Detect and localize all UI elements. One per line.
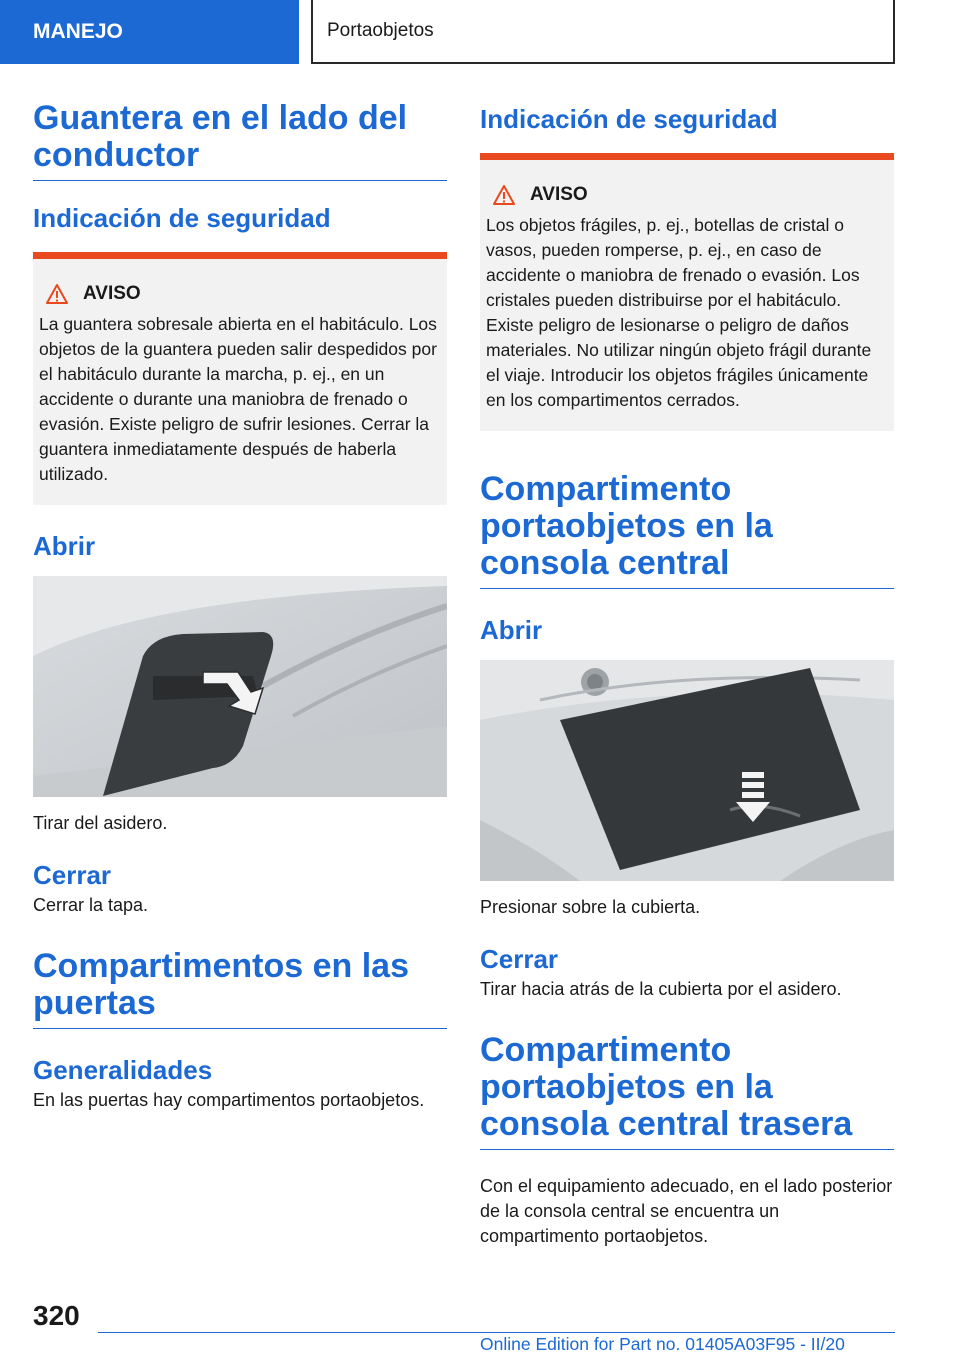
footer-divider — [98, 1332, 895, 1333]
caption-open-left: Tirar del asidero. — [33, 813, 168, 833]
warning-title-left — [39, 281, 441, 306]
warning-label-left: AVISO — [83, 283, 141, 304]
text-general: En las puertas hay compartimentos portaobjetos. — [33, 1090, 425, 1110]
left-column — [33, 100, 447, 1113]
heading-glovebox: Guantera en el lado del conductor — [33, 100, 447, 181]
glovebox-image — [33, 576, 447, 797]
warning-triangle-icon — [45, 283, 69, 305]
header-section-label: MANEJO — [33, 20, 123, 43]
right-column — [480, 100, 894, 1249]
warning-title-right — [486, 182, 888, 207]
heading-general: Generalidades — [33, 1055, 213, 1085]
warning-triangle-icon — [492, 184, 516, 206]
warning-box-right — [480, 153, 894, 431]
heading-close-left: Cerrar — [33, 860, 112, 890]
warning-label-right: AVISO — [530, 184, 588, 205]
header-section-tab — [0, 0, 299, 64]
heading-close-right: Cerrar — [480, 944, 559, 974]
heading-open-right: Abrir — [480, 615, 543, 645]
warning-box-left — [33, 252, 447, 505]
text-rear-console: Con el equipamiento adecuado, en el lado posterior de la consola central se encuentra un compartimento portaobjetos. — [480, 1176, 893, 1246]
heading-safety-left: Indicación de seguridad — [33, 203, 331, 233]
heading-doors: Compartimentos en las puertas — [33, 948, 447, 1029]
heading-open-left: Abrir — [33, 531, 96, 561]
text-close-right: Tirar hacia atrás de la cubierta por el asidero. — [480, 979, 842, 999]
text-close-left: Cerrar la tapa. — [33, 895, 149, 915]
header-topic-label: Portaobjetos — [327, 20, 434, 41]
heading-console: Compartimento portaobjetos en la consola central — [480, 471, 894, 589]
console-image — [480, 660, 894, 881]
warning-text-left: La guantera sobresale abierta en el habitáculo. Los objetos de la guantera pueden salir despedidos por el habitáculo durante la marcha, p. ej., en un accidente o durante una maniobra de frenado o evasión. Existe peligro de sufrir lesiones. Cerrar la guantera inmediatamente después de haberla utilizado. — [39, 314, 437, 484]
page-number: 320 — [33, 1300, 80, 1331]
footer-edition: Online Edition for Part no. 01405A03F95 - II/20 — [480, 1334, 845, 1354]
heading-rear-console: Compartimento portaobjetos en la consola central trasera — [480, 1032, 894, 1150]
heading-safety-right: Indicación de seguridad — [480, 104, 778, 134]
header-topic-tab — [311, 0, 895, 64]
warning-text-right: Los objetos frágiles, p. ej., botellas de cristal o vasos, pueden romperse, p. ej., en caso de accidente o maniobra de frenado o evasión. Los cristales pueden distribuirse por el habitáculo. Existe peligro de lesionarse o peligro de daños materiales. No utilizar ningún objeto frágil durante el viaje. Introducir los objetos frágiles únicamente en los compartimentos cerrados. — [486, 215, 872, 410]
caption-open-right: Presionar sobre la cubierta. — [480, 897, 701, 917]
